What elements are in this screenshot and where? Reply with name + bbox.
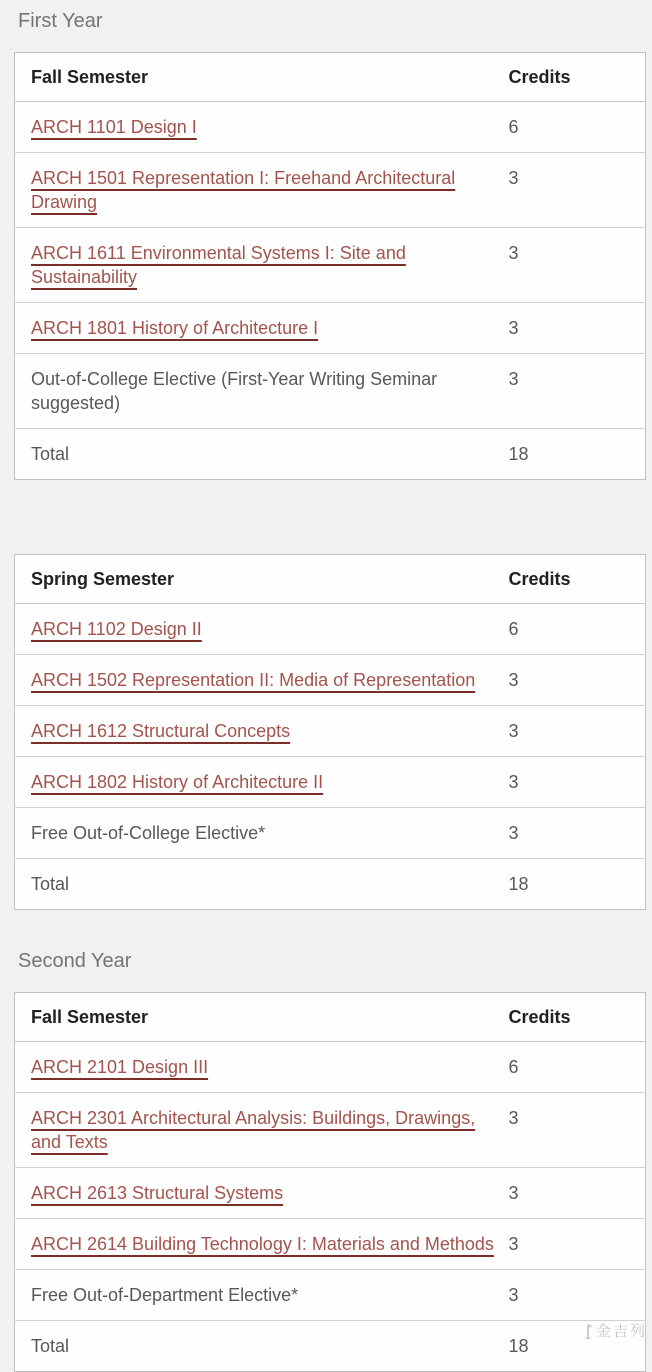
credits-cell: 6: [509, 102, 646, 153]
course-link[interactable]: ARCH 1612 Structural Concepts: [31, 721, 291, 741]
total-label: Total: [31, 1336, 70, 1356]
course-link[interactable]: ARCH 2301 Architectural Analysis: Buildings, Drawings, and Texts: [31, 1108, 476, 1152]
total-label: Total: [31, 874, 70, 894]
table-block: [14, 52, 646, 480]
year-heading: Second Year: [18, 950, 132, 972]
course-row: [15, 604, 646, 655]
semester-table: [14, 992, 646, 1372]
semester-table: [14, 554, 646, 910]
credits-cell: 18: [508, 874, 529, 894]
course-row: [15, 102, 646, 153]
total-row: [15, 859, 646, 910]
course-row: [15, 706, 646, 757]
course-cell: [15, 706, 509, 757]
course-cell: [15, 354, 509, 429]
tables: [14, 52, 646, 910]
credits-cell: 3: [509, 228, 646, 303]
credits-cell: 6: [509, 604, 646, 655]
table-body: [15, 102, 646, 480]
credits-cell: 3: [509, 1219, 646, 1270]
credits-header: Credits: [509, 53, 646, 102]
year-section: [14, 10, 646, 910]
semester-header: Fall Semester: [15, 993, 509, 1042]
course-row: [15, 354, 646, 429]
course-row: [15, 153, 646, 228]
course-label: Free Out-of-College Elective*: [31, 823, 266, 843]
total-row: [15, 1321, 646, 1372]
watermark-text: 金吉列: [595, 1323, 647, 1340]
course-cell: [15, 303, 509, 354]
course-cell: [15, 1270, 509, 1321]
course-row: [15, 1219, 646, 1270]
credits-cell: 18: [508, 444, 529, 464]
course-row: [15, 1042, 646, 1093]
course-link[interactable]: ARCH 1611 Environmental Systems I: Site and Sustainability: [31, 243, 406, 287]
course-cell: [15, 604, 509, 655]
course-cell: [15, 655, 509, 706]
course-label: Free Out-of-Department Elective*: [31, 1285, 299, 1305]
course-link[interactable]: ARCH 1101 Design I: [31, 117, 197, 137]
course-row: [15, 655, 646, 706]
total-row: [15, 429, 646, 480]
course-row: [15, 1270, 646, 1321]
credits-cell: 3: [509, 1270, 646, 1321]
course-cell: [15, 102, 509, 153]
credits-cell: 3: [509, 706, 646, 757]
table-block: [14, 992, 646, 1372]
course-cell: [15, 153, 509, 228]
curriculum: [14, 10, 646, 1372]
course-link[interactable]: ARCH 1801 History of Architecture I: [31, 318, 319, 338]
course-link[interactable]: ARCH 1802 History of Architecture II: [31, 772, 324, 792]
course-cell: [15, 1168, 509, 1219]
table-header-row: [15, 53, 646, 102]
course-link[interactable]: ARCH 1102 Design II: [31, 619, 202, 639]
credits-cell: 3: [509, 655, 646, 706]
watermark-logo-icon: [581, 1322, 594, 1340]
course-cell: [15, 1219, 509, 1270]
credits-cell: 3: [509, 757, 646, 808]
course-cell: [15, 859, 509, 910]
course-label: Out-of-College Elective (First-Year Writing Seminar suggested): [31, 369, 438, 413]
credits-cell: 3: [509, 153, 646, 228]
course-cell: [15, 757, 509, 808]
course-link[interactable]: ARCH 2613 Structural Systems: [31, 1183, 284, 1203]
tables: [14, 992, 646, 1372]
credits-cell: 3: [509, 303, 646, 354]
credits-cell: 3: [509, 1168, 646, 1219]
course-link[interactable]: ARCH 2614 Building Technology I: Materials and Methods: [31, 1234, 494, 1254]
semester-header: Spring Semester: [15, 555, 509, 604]
course-cell: [15, 808, 509, 859]
semester-header: Fall Semester: [15, 53, 509, 102]
course-cell: [15, 1093, 509, 1168]
semester-table: [14, 52, 646, 480]
credits-cell: 6: [509, 1042, 646, 1093]
table-body: [15, 604, 646, 910]
credits-header: Credits: [509, 555, 646, 604]
course-row: [15, 228, 646, 303]
year-heading: First Year: [18, 10, 103, 32]
table-block: [14, 554, 646, 910]
credits-header: Credits: [509, 993, 646, 1042]
table-body: [15, 1042, 646, 1372]
course-link[interactable]: ARCH 1502 Representation II: Media of Representation: [31, 670, 476, 690]
course-row: [15, 808, 646, 859]
table-header-row: [15, 555, 646, 604]
watermark: [581, 1320, 647, 1341]
year-section: [14, 910, 646, 1372]
course-link[interactable]: ARCH 2101 Design III: [31, 1057, 209, 1077]
credits-cell: 18: [508, 1336, 529, 1356]
course-row: [15, 1168, 646, 1219]
course-cell: [15, 429, 509, 480]
course-cell: [15, 1321, 509, 1372]
table-header-row: [15, 993, 646, 1042]
credits-cell: 3: [509, 1093, 646, 1168]
course-link[interactable]: ARCH 1501 Representation I: Freehand Architectural Drawing: [31, 168, 456, 212]
credits-cell: 3: [509, 808, 646, 859]
credits-cell: 3: [509, 354, 646, 429]
course-row: [15, 757, 646, 808]
course-row: [15, 1093, 646, 1168]
course-row: [15, 303, 646, 354]
total-label: Total: [31, 444, 70, 464]
course-cell: [15, 228, 509, 303]
course-cell: [15, 1042, 509, 1093]
